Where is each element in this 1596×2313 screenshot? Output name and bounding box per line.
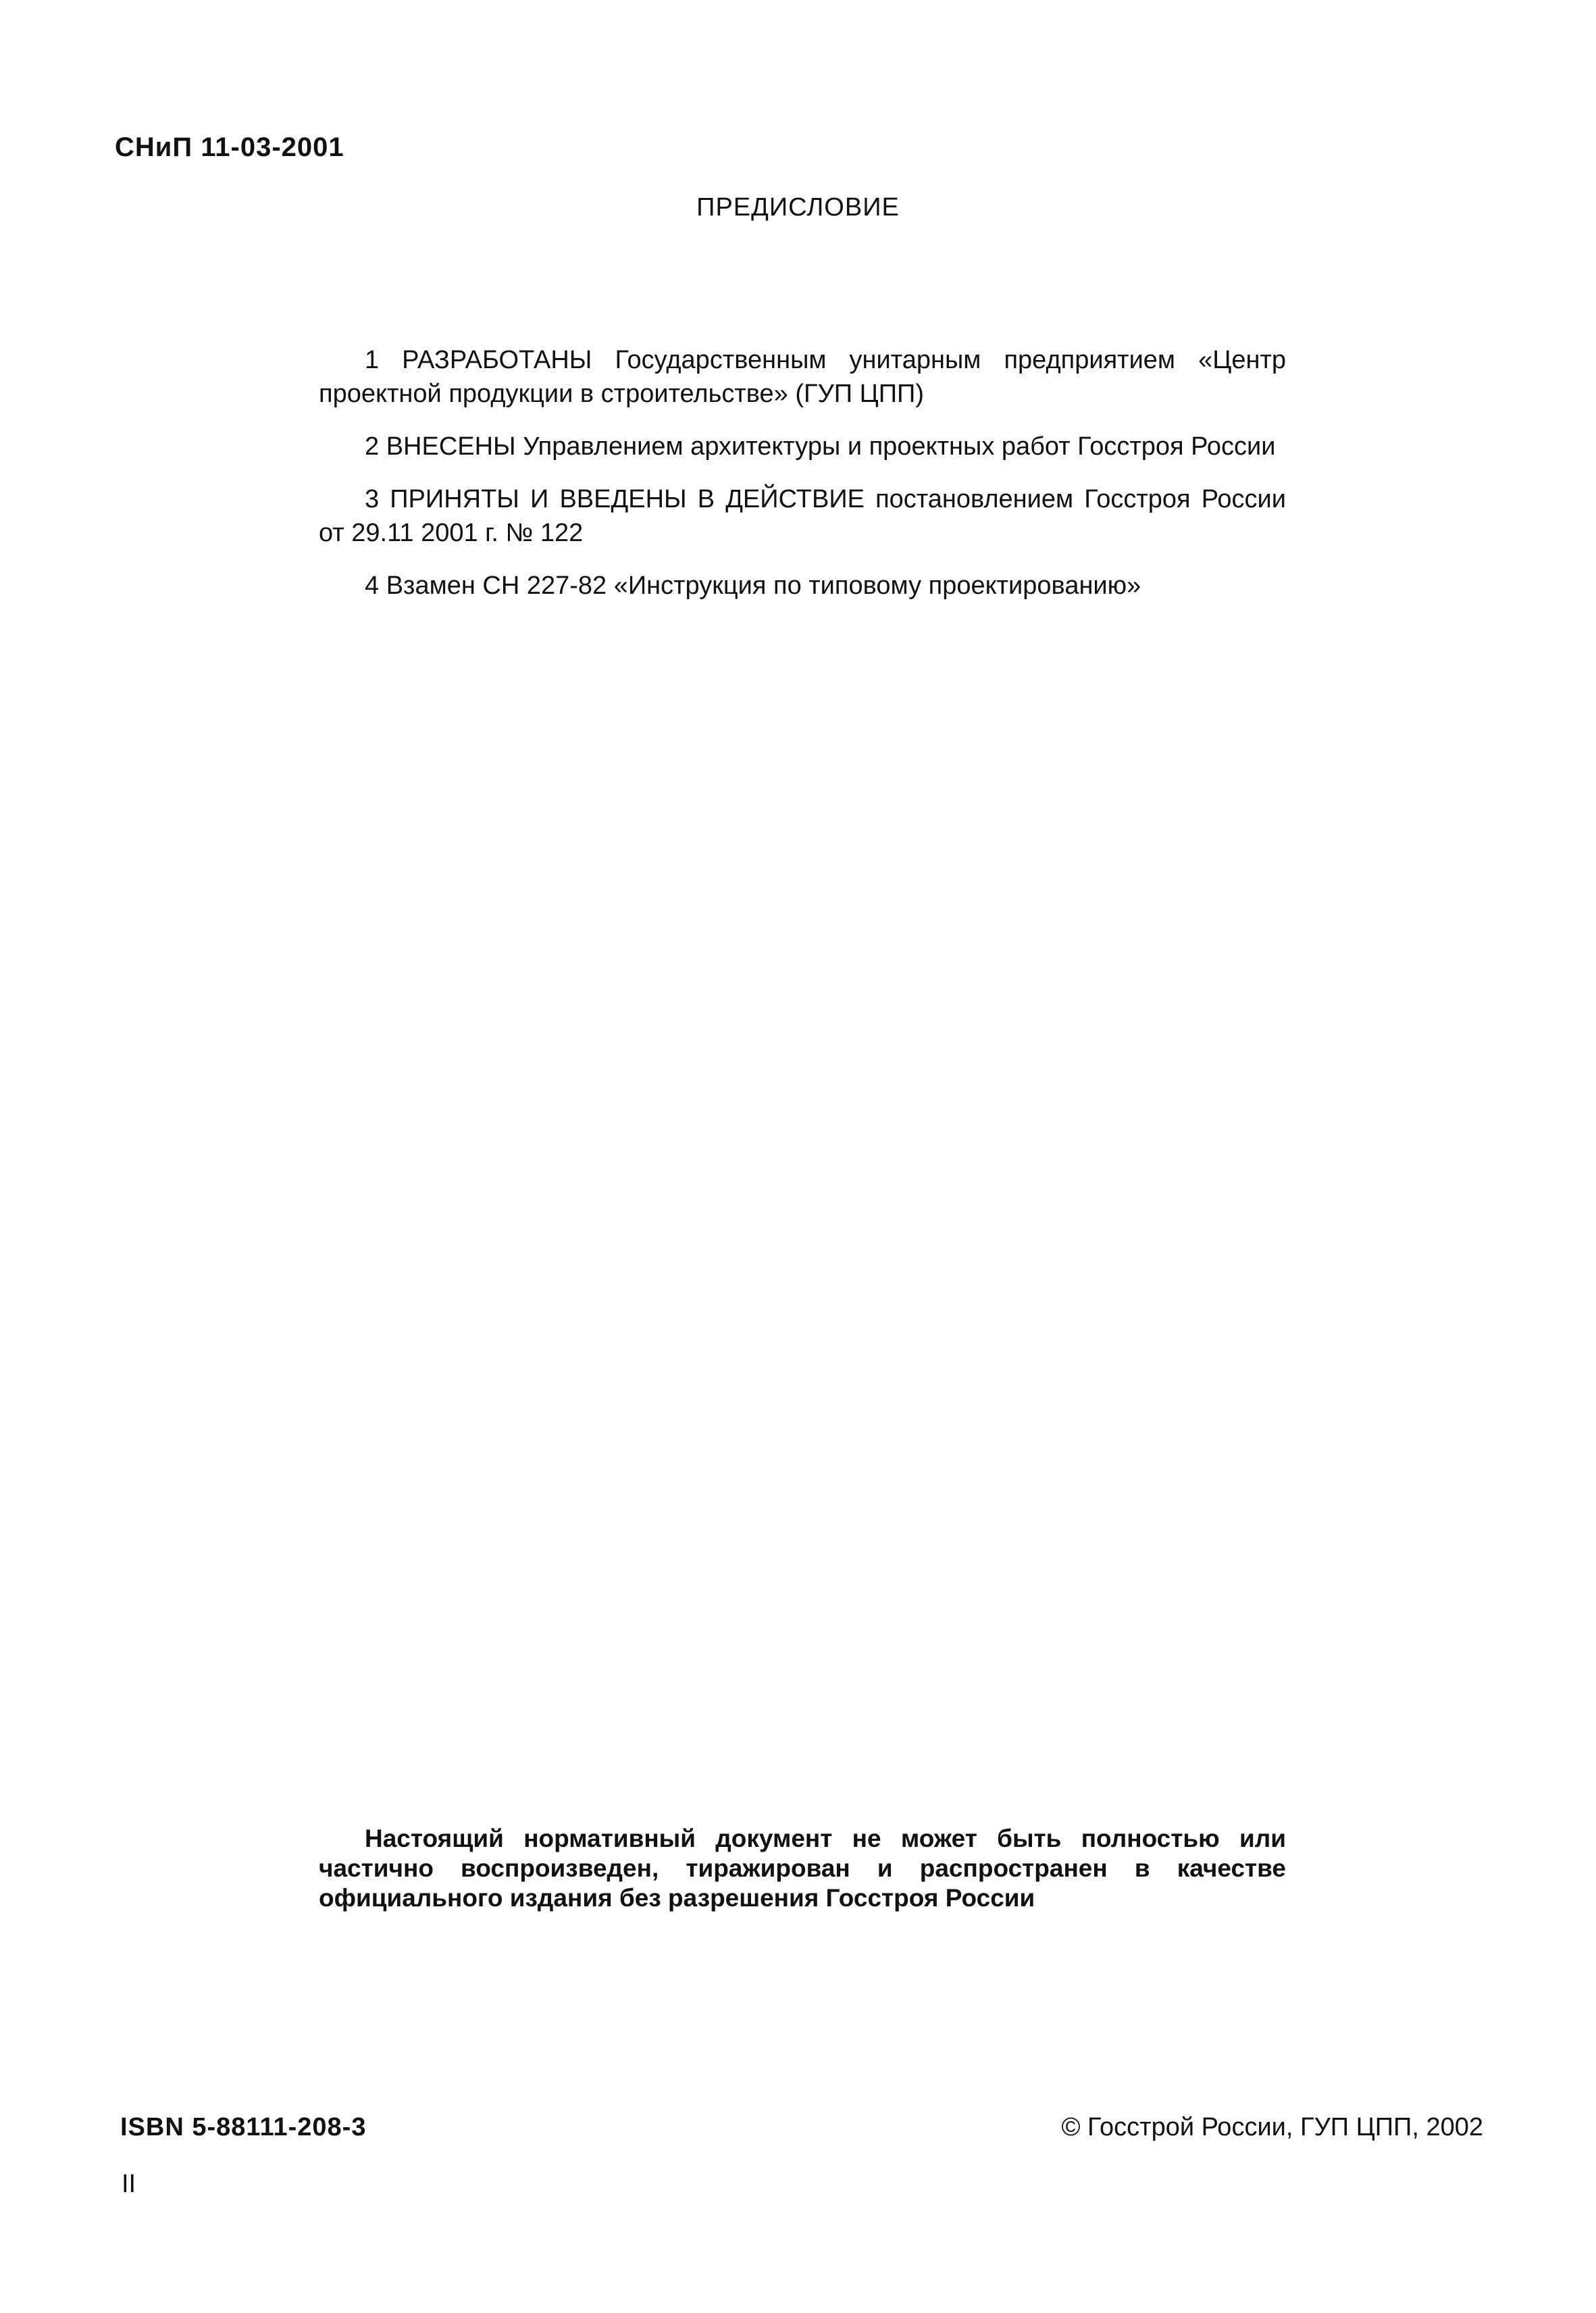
- page-title: ПРЕДИСЛОВИЕ: [696, 193, 900, 222]
- document-code: СНиП 11-03-2001: [115, 132, 344, 162]
- preface-item-1: 1 РАЗРАБОТАНЫ Государственным унитарным предприятием «Центр проектной продукции в строительстве» (ГУП ЦПП): [319, 346, 1286, 408]
- preface-item-4: 4 Взамен СН 227-82 «Инструкция по типовому проектированию»: [365, 571, 1141, 600]
- isbn: ISBN 5-88111-208-3: [120, 2113, 367, 2141]
- page-number: II: [122, 2170, 136, 2198]
- copyright-line: © Госстрой России, ГУП ЦПП, 2002: [1061, 2113, 1483, 2141]
- preface-item-3: 3 ПРИНЯТЫ И ВВЕДЕНЫ В ДЕЙСТВИЕ постановлением Госстроя России от 29.11 2001 г. № 122: [319, 485, 1286, 547]
- preface-item-2: 2 ВНЕСЕНЫ Управлением архитектуры и проектных работ Госстроя России: [365, 432, 1276, 461]
- copyright-notice: Настоящий нормативный документ не может быть полностью или частично воспроизведен, тиражирован и распространен в качестве официального издания без разрешения Госстроя России: [319, 1825, 1286, 1912]
- preface-list: [319, 343, 1286, 621]
- page-footer: [120, 2113, 1483, 2142]
